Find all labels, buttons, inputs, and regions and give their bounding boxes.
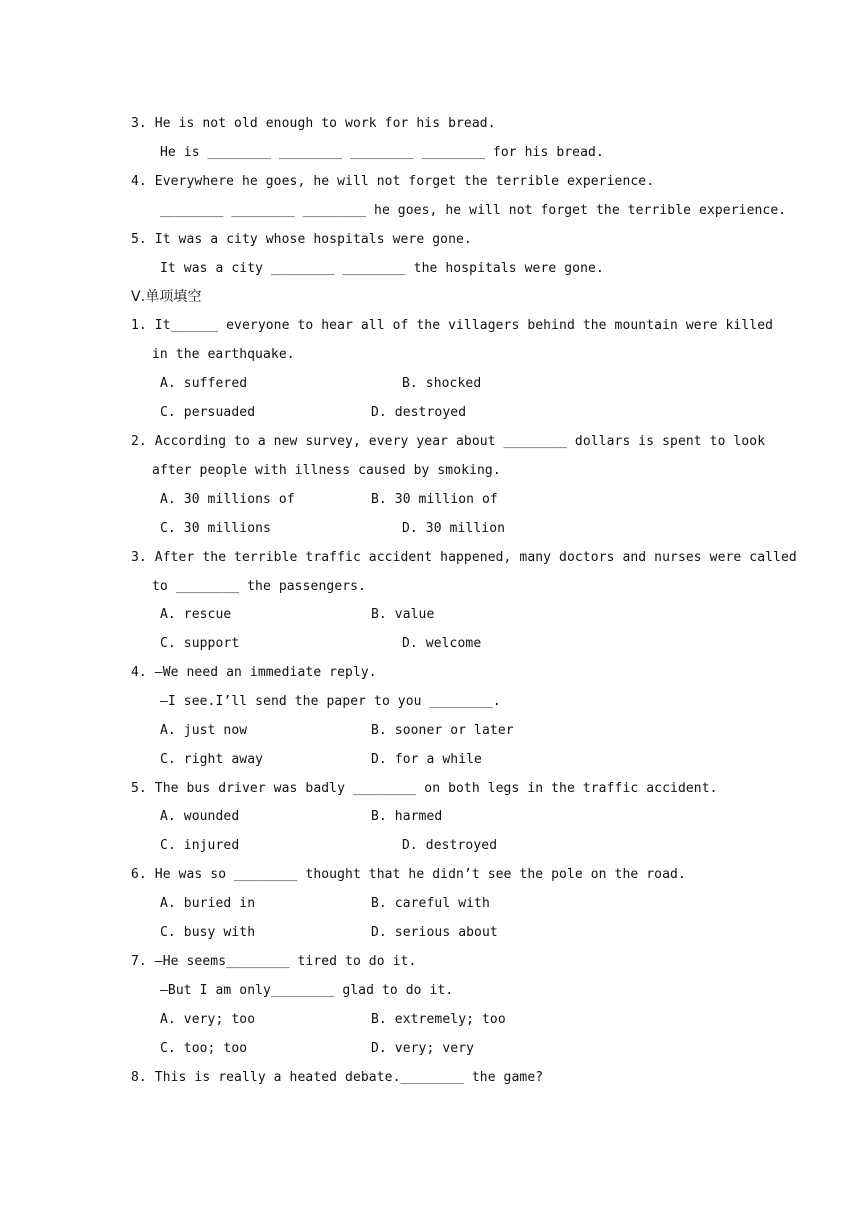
- question-2-option-b: B. 30 million of: [371, 492, 498, 507]
- question-4-line-1: 4. —We need an immediate reply.: [131, 665, 377, 680]
- question-6-line-1: 6. He was so ________ thought that he didn’t see the pole on the road.: [131, 867, 686, 882]
- question-1-option-d: D. destroyed: [371, 405, 467, 420]
- question-3-line-2: to ________ the passengers.: [152, 579, 367, 594]
- rewrite-question-5: 5. It was a city whose hospitals were gone.: [131, 232, 472, 247]
- question-2-option-c: C. 30 millions: [160, 521, 271, 536]
- question-4-option-c: C. right away: [160, 752, 264, 767]
- question-7-option-d: D. very; very: [371, 1041, 475, 1056]
- question-4-line-2: —I see.I’ll send the paper to you ________.: [160, 694, 501, 709]
- question-1-option-b: B. shocked: [402, 376, 482, 391]
- question-6-option-a: A. buried in: [160, 896, 256, 911]
- question-3-option-b: B. value: [371, 607, 435, 622]
- question-6-option-b: B. careful with: [371, 896, 490, 911]
- question-3-option-d: D. welcome: [402, 636, 482, 651]
- rewrite-answer-4: ________ ________ ________ he goes, he will not forget the terrible experience.: [160, 203, 787, 218]
- question-5-option-b: B. harmed: [371, 809, 443, 824]
- question-4-option-d: D. for a while: [371, 752, 482, 767]
- question-3-line-1: 3. After the terrible traffic accident happened, many doctors and nurses were called: [131, 550, 797, 565]
- question-6-option-d: D. serious about: [371, 925, 498, 940]
- question-5-option-d: D. destroyed: [402, 838, 498, 853]
- question-7-option-b: B. extremely; too: [371, 1012, 506, 1027]
- question-1-option-c: C. persuaded: [160, 405, 256, 420]
- question-1-line-2: in the earthquake.: [152, 347, 295, 362]
- question-2-option-a: A. 30 millions of: [160, 492, 295, 507]
- question-3-option-a: A. rescue: [160, 607, 232, 622]
- question-4-option-b: B. sooner or later: [371, 723, 514, 738]
- question-2-line-2: after people with illness caused by smoking.: [152, 463, 501, 478]
- question-5-option-c: C. injured: [160, 838, 240, 853]
- rewrite-answer-5: It was a city ________ ________ the hospitals were gone.: [160, 261, 604, 276]
- question-1-option-a: A. suffered: [160, 376, 248, 391]
- question-6-option-c: C. busy with: [160, 925, 256, 940]
- question-2-line-1: 2. According to a new survey, every year about ________ dollars is spent to look: [131, 434, 766, 449]
- question-3-option-c: C. support: [160, 636, 240, 651]
- rewrite-question-3: 3. He is not old enough to work for his bread.: [131, 116, 496, 131]
- question-4-option-a: A. just now: [160, 723, 248, 738]
- question-7-option-c: C. too; too: [160, 1041, 248, 1056]
- section-heading: Ⅴ.单项填空: [131, 289, 202, 305]
- rewrite-answer-3: He is ________ ________ ________ ________ for his bread.: [160, 145, 604, 160]
- question-7-line-2: —But I am only________ glad to do it.: [160, 983, 454, 998]
- question-7-line-1: 7. —He seems________ tired to do it.: [131, 954, 417, 969]
- question-1-line-1: 1. It______ everyone to hear all of the villagers behind the mountain were killed: [131, 318, 774, 333]
- question-5-option-a: A. wounded: [160, 809, 240, 824]
- rewrite-question-4: 4. Everywhere he goes, he will not forget the terrible experience.: [131, 174, 655, 189]
- question-5-line-1: 5. The bus driver was badly ________ on both legs in the traffic accident.: [131, 781, 718, 796]
- question-8-line-1: 8. This is really a heated debate.________ the game?: [131, 1070, 544, 1085]
- question-2-option-d: D. 30 million: [402, 521, 506, 536]
- question-7-option-a: A. very; too: [160, 1012, 256, 1027]
